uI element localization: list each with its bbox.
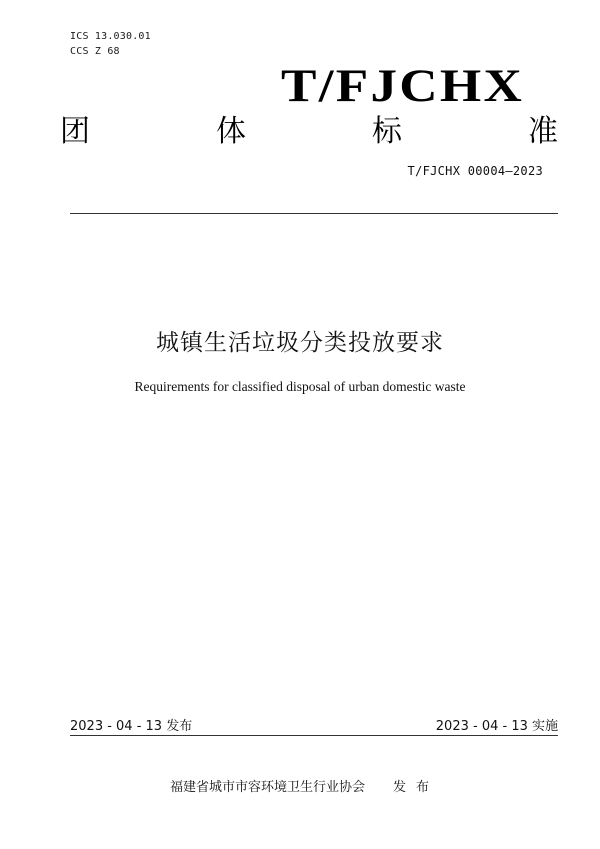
publisher-line	[170, 776, 439, 795]
standard-type-heading	[60, 112, 558, 152]
standard-number: T/FJCHX 00004—2023	[407, 164, 543, 178]
publisher-name: 福建省城市市容环境卫生行业协会	[170, 780, 366, 795]
association-standard-code-logo: T/FJCHX	[280, 60, 524, 112]
standard-type-char: 准	[528, 114, 558, 149]
standard-type-char: 标	[372, 114, 402, 149]
document-title-chinese: 城镇生活垃圾分类投放要求	[156, 330, 444, 356]
standard-type-char: 体	[216, 114, 246, 149]
issue-date: 2023 - 04 - 13 发布	[70, 719, 193, 734]
footer-divider	[70, 735, 558, 736]
header-divider	[70, 213, 558, 214]
implementation-date: 2023 - 04 - 13 实施	[435, 719, 558, 734]
publish-label: 发布	[393, 780, 440, 795]
document-title-english: Requirements for classified disposal of urban domestic waste	[134, 379, 466, 394]
ics-code: ICS 13.030.01	[70, 31, 151, 42]
standard-type-char: 团	[60, 114, 90, 149]
ccs-code: CCS Z 68	[70, 46, 120, 57]
